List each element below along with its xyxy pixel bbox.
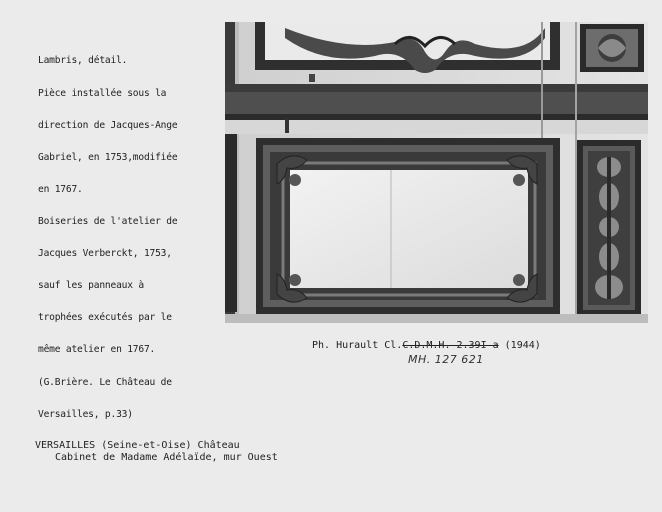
location-line-2: Cabinet de Madame Adélaïde, mur Ouest [55, 452, 278, 463]
description-line: trophées exécutés par le [38, 312, 172, 324]
description-line: Versailles, p.33) [38, 408, 133, 420]
credit-prefix: Ph. Hurault Cl. [312, 340, 403, 351]
location-caption [35, 440, 278, 464]
handwritten-reference: MH. 127 621 [408, 353, 484, 366]
description-line: direction de Jacques-Ange [38, 119, 178, 131]
description-text [38, 35, 223, 442]
description-line: Lambris, détail. [38, 55, 128, 67]
description-line: Jacques Verberckt, 1753, [38, 248, 172, 260]
credit-year: (1944) [498, 340, 541, 351]
description-line: Boiseries de l'atelier de [38, 215, 178, 227]
panel-photo-drawing [225, 22, 648, 323]
photo-credit [312, 340, 541, 351]
location-line-1: VERSAILLES (Seine-et-Oise) Château [35, 440, 240, 451]
description-line: même atelier en 1767. [38, 344, 156, 356]
description-line: Gabriel, en 1753,modifiée [38, 151, 178, 163]
credit-struck-reference: C.D.M.H. 2.39I a [402, 340, 499, 351]
description-line: Pièce installée sous la [38, 87, 167, 99]
description-line: sauf les panneaux à [38, 280, 144, 292]
panel-photograph [225, 22, 648, 323]
description-line: en 1767. [38, 183, 83, 195]
description-line: (G.Brière. Le Château de [38, 376, 172, 388]
